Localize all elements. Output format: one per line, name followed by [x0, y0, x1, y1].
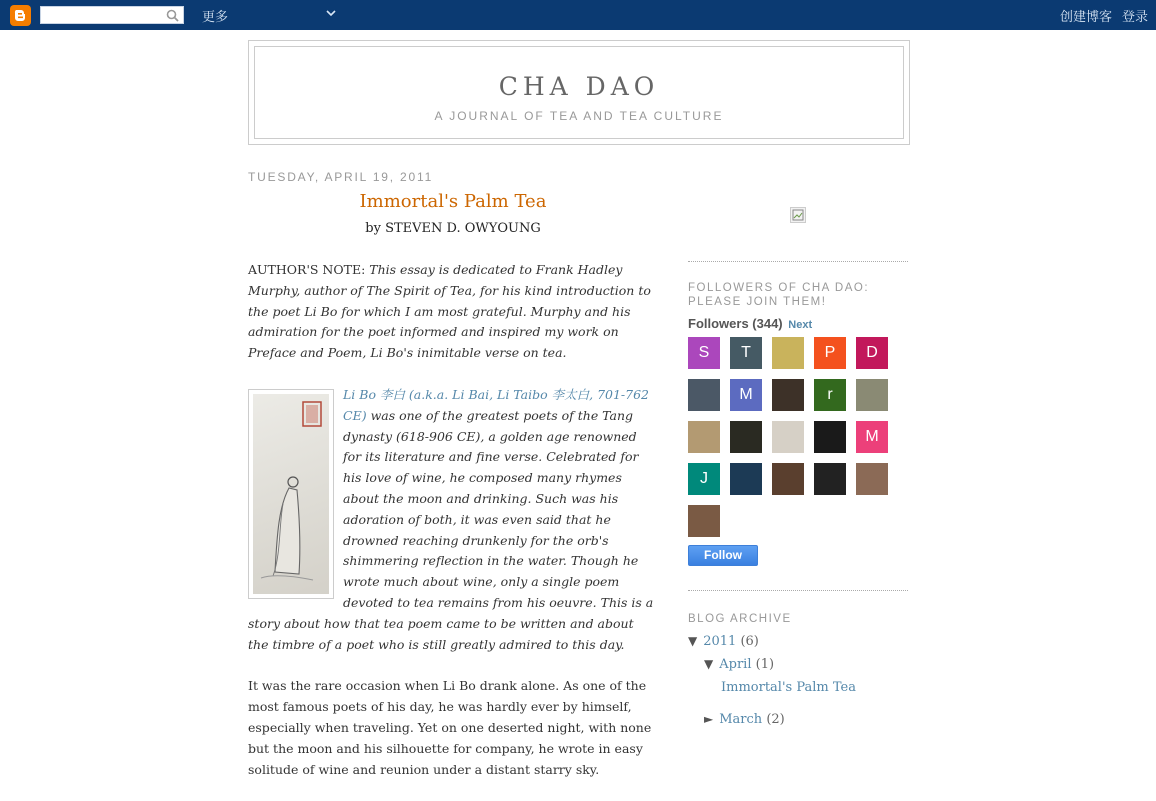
follower-avatar[interactable]: J [688, 463, 720, 495]
archive-year[interactable]: ▼ 2011 (6) [688, 634, 759, 649]
follower-avatar[interactable] [856, 379, 888, 411]
divider [688, 261, 908, 262]
authors-note-text: This essay is dedicated to Frank Hadley Murphy, author of The Spirit of Tea, for his kind introduction to the poet Li Bo for which I am most grateful. Murphy and his admiration for the poet informed and inspired my work on Preface and Poem, Li Bo's inimitable verse on tea. [248, 262, 651, 361]
login-link[interactable]: 登录 [1122, 9, 1149, 24]
blog-title[interactable]: CHA DAO [498, 72, 660, 101]
follower-avatar[interactable] [772, 379, 804, 411]
triangle-down-icon[interactable]: ▼ [688, 634, 698, 648]
li-bo-paragraph: was one of the greatest poets of the Tang dynasty (618-906 CE), a golden age renowned for its literature and fine verse. Celebrated for his love of wine, he composed many rhymes about the moon and drinking. Such was his adoration of both, it was even said that he drowned reaching drunkenly for the orb's shimmering reflection in the water. Though he wrote much about wine, only a single poem devoted to tea remains from his oeuvre. This is a story about how that tea poem came to be written and about the timbre of a poet who is still greatly admired to this day. [248, 407, 654, 652]
archive-month-march[interactable]: ► March (2) [704, 712, 785, 727]
search-icon[interactable] [166, 9, 179, 22]
follower-avatar[interactable] [814, 463, 846, 495]
search-box [40, 6, 184, 24]
post-date: TUESDAY, APRIL 19, 2011 [248, 170, 434, 184]
search-input[interactable] [41, 11, 161, 27]
post-byline: by STEVEN D. OWYOUNG [365, 221, 541, 236]
follower-avatar[interactable]: D [856, 337, 888, 369]
archive-heading: BLOG ARCHIVE [688, 613, 792, 625]
follower-avatar[interactable]: T [730, 337, 762, 369]
follower-avatar[interactable]: S [688, 337, 720, 369]
post-title[interactable]: Immortal's Palm Tea [359, 191, 547, 212]
follower-avatar[interactable] [772, 337, 804, 369]
follower-avatar[interactable] [730, 421, 762, 453]
create-blog-link[interactable]: 创建博客 [1060, 9, 1113, 24]
follower-avatar[interactable]: P [814, 337, 846, 369]
followers-heading: FOLLOWERS OF CHA DAO: PLEASE JOIN THEM! [688, 282, 870, 308]
archive-post-link[interactable]: Immortal's Palm Tea [721, 680, 856, 695]
post-body [248, 260, 658, 801]
follower-avatar[interactable] [814, 421, 846, 453]
blog-header-inner [254, 46, 904, 139]
triangle-down-icon[interactable]: ▼ [704, 657, 714, 671]
follower-avatar[interactable]: M [730, 379, 762, 411]
follower-avatar[interactable] [688, 379, 720, 411]
blog-header [248, 40, 910, 145]
blog-description: A JOURNAL OF TEA AND TEA CULTURE [434, 109, 724, 123]
paragraph-li-bo [248, 385, 658, 655]
li-bo-painting[interactable] [248, 389, 334, 599]
authors-note [248, 260, 658, 364]
archive-month-april[interactable]: ▼ April (1) [704, 657, 775, 672]
follower-avatar[interactable]: r [814, 379, 846, 411]
followers-next-link[interactable]: Next [788, 319, 813, 331]
poet-figure-icon [253, 394, 329, 594]
followers-count: Followers (344) Next [688, 316, 813, 331]
more-menu[interactable]: 更多 [202, 9, 229, 24]
follower-avatar[interactable] [856, 463, 888, 495]
navbar [0, 0, 1156, 30]
divider [688, 590, 908, 591]
authors-note-label: AUTHOR'S NOTE: [248, 262, 366, 277]
follower-avatar[interactable] [730, 463, 762, 495]
follower-avatar[interactable] [688, 421, 720, 453]
blogger-logo-icon[interactable] [10, 5, 31, 26]
broken-image-icon [790, 207, 806, 223]
follower-avatar[interactable] [772, 463, 804, 495]
li-bo-link[interactable]: Li Bo 李白 (a.k.a. Li Bai, Li Taibo 李太白, 701-762 CE) [343, 386, 650, 423]
follower-avatar[interactable]: M [856, 421, 888, 453]
paragraph-drinking-alone: It was the rare occasion when Li Bo drank alone. As one of the most famous poets of his day, he was hardly ever by himself, especially when traveling. Yet on one deserted night, with none but the moon and his silhouette for company, he wrote in easy solitude of wine and reunion under a distant starry sky. [248, 678, 652, 777]
triangle-right-icon[interactable]: ► [704, 712, 714, 726]
follower-avatar[interactable] [688, 505, 720, 537]
follower-avatar[interactable] [772, 421, 804, 453]
chevron-down-icon[interactable] [326, 10, 336, 17]
follow-button[interactable]: Follow [688, 545, 758, 566]
